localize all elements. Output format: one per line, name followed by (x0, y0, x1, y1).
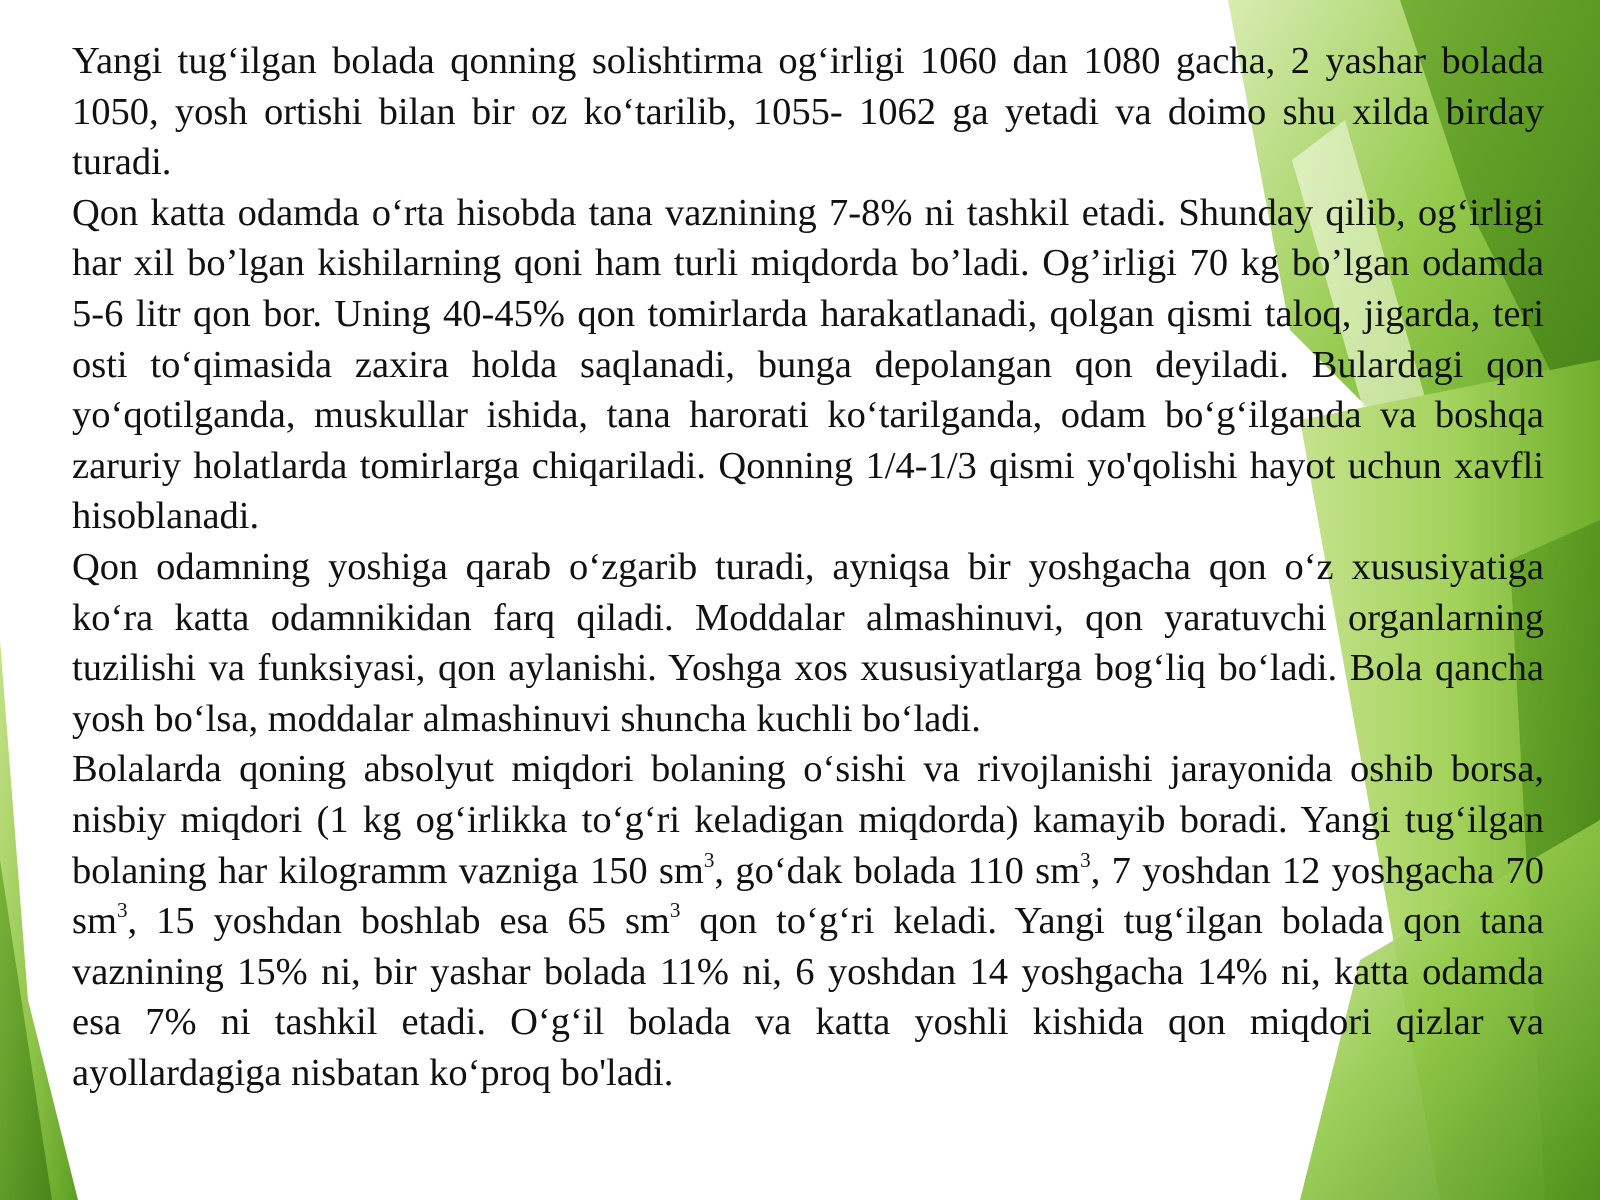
paragraph-children-blood-amount (72, 744, 1544, 1098)
slide-body (72, 36, 1544, 1098)
paragraph-blood-density: Yangi tug‘ilgan bolada qonning solishtirma og‘irligi 1060 dan 1080 gacha, 2 yashar bolada 1050, yosh ortishi bilan bir oz ko‘tarilib, 1055- 1062 ga yetadi va doimo shu xilda birday turadi. (72, 40, 1544, 184)
paragraph-4-part-4: , 15 yoshdan boshlab esa 65 sm (127, 900, 670, 943)
superscript-cube-1: 3 (703, 847, 715, 872)
superscript-cube-4: 3 (669, 898, 681, 923)
superscript-cube-3: 3 (116, 898, 128, 923)
paragraph-4-part-1: Bolalarda qoning absolyut miqdori bolaning o‘sishi va rivojlanishi jarayonida oshib borsa, nisbiy miqdori (1 kg og‘irlikka to‘g‘ri keladigan miqdorda) kamayib boradi. Yangi tug‘ilgan bolaning har kilogramm vazniga 150 sm (72, 748, 1544, 892)
paragraph-4-part-3: , 7 yoshdan 12 yoshgacha 70 sm (72, 849, 1544, 943)
superscript-cube-2: 3 (1080, 847, 1091, 872)
paragraph-4-part-5: qon to‘g‘ri keladi. Yangi tug‘ilgan bolada qon tana vaznining 15% ni, bir yashar bolada 11% ni, 6 yoshdan 14 yoshgacha 14% ni, katta odamda esa 7% ni tashkil etadi. O‘g‘il bolada va katta yoshli kishida qon miqdori qizlar va ayollardagiga nisbatan ko‘proq bo'ladi. (72, 900, 1544, 1094)
paragraph-blood-volume: Qon katta odamda o‘rta hisobda tana vaznining 7-8% ni tashkil etadi. Shunday qilib, og‘irligi har xil bo’lgan kishilarning qoni ham turli miqdorda bo’ladi. Og’irligi 70 kg bo’lgan odamda 5-6 litr qon bor. Uning 40-45% qon tomirlarda harakatlanadi, qolgan qismi taloq, jigarda, teri osti to‘qimasida zaxira holda saqlanadi, bunga depolangan qon deyiladi. Bulardagi qon yo‘qotilganda, muskullar ishida, tana harorati ko‘tarilganda, odam bo‘g‘ilganda va boshqa zaruriy holatlarda tomirlarga chiqariladi. Qonning 1/4-1/3 qismi yo'qolishi hayot uchun xavfli hisoblanadi. (72, 191, 1544, 538)
paragraph-age-features: Qon odamning yoshiga qarab o‘zgarib turadi, ayniqsa bir yoshgacha qon o‘z xususiyatiga ko‘ra katta odamnikidan farq qiladi. Moddalar almashinuvi, qon yaratuvchi organlarning tuzilishi va funksiyasi, qon aylanishi. Yoshga xos xususiyatlarga bog‘liq bo‘ladi. Bola qancha yosh bo‘lsa, moddalar almashinuvi shuncha kuchli bo‘ladi. (72, 545, 1544, 740)
paragraph-4-part-2: , go‘dak bolada 110 sm (714, 849, 1081, 892)
